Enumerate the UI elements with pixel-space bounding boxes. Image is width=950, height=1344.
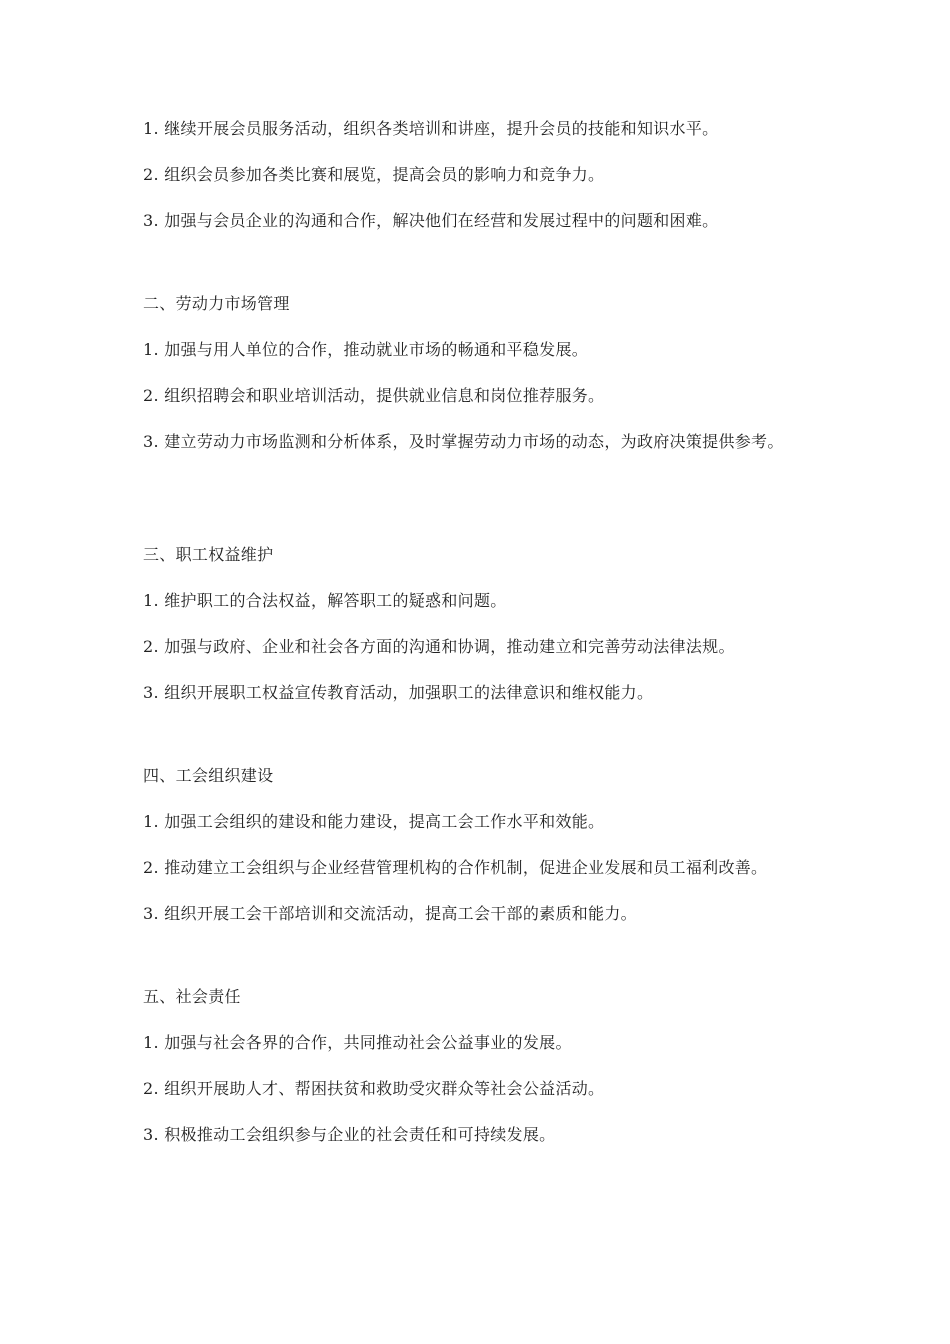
- list-item: 3. 积极推动工会组织参与企业的社会责任和可持续发展。: [143, 1125, 556, 1144]
- list-item: 1. 加强工会组织的建设和能力建设，提高工会工作水平和效能。: [143, 812, 605, 831]
- list-item: 1. 继续开展会员服务活动，组织各类培训和讲座，提升会员的技能和知识水平。: [143, 119, 719, 138]
- list-item: 3. 加强与会员企业的沟通和合作，解决他们在经营和发展过程中的问题和困难。: [143, 211, 719, 230]
- list-item: 2. 组织开展助人才、帮困扶贫和救助受灾群众等社会公益活动。: [143, 1079, 605, 1098]
- list-item: 3. 组织开展工会干部培训和交流活动，提高工会干部的素质和能力。: [143, 904, 637, 923]
- list-item: 2. 组织招聘会和职业培训活动，提供就业信息和岗位推荐服务。: [143, 386, 605, 405]
- list-item: 1. 加强与社会各界的合作，共同推动社会公益事业的发展。: [143, 1033, 572, 1052]
- section-heading: 五、社会责任: [143, 987, 241, 1006]
- list-item: 2. 推动建立工会组织与企业经营管理机构的合作机制，促进企业发展和员工福利改善。: [143, 858, 768, 877]
- section-heading: 四、工会组织建设: [143, 766, 274, 785]
- list-item: 3. 组织开展职工权益宣传教育活动，加强职工的法律意识和维权能力。: [143, 683, 654, 702]
- section-heading: 二、劳动力市场管理: [143, 294, 290, 313]
- list-item: 1. 加强与用人单位的合作，推动就业市场的畅通和平稳发展。: [143, 340, 589, 359]
- list-item: 3. 建立劳动力市场监测和分析体系，及时掌握劳动力市场的动态，为政府决策提供参考。: [143, 432, 784, 451]
- section-heading: 三、职工权益维护: [143, 545, 274, 564]
- list-item: 1. 维护职工的合法权益，解答职工的疑惑和问题。: [143, 591, 507, 610]
- list-item: 2. 组织会员参加各类比赛和展览，提高会员的影响力和竞争力。: [143, 165, 605, 184]
- list-item: 2. 加强与政府、企业和社会各方面的沟通和协调，推动建立和完善劳动法律法规。: [143, 637, 735, 656]
